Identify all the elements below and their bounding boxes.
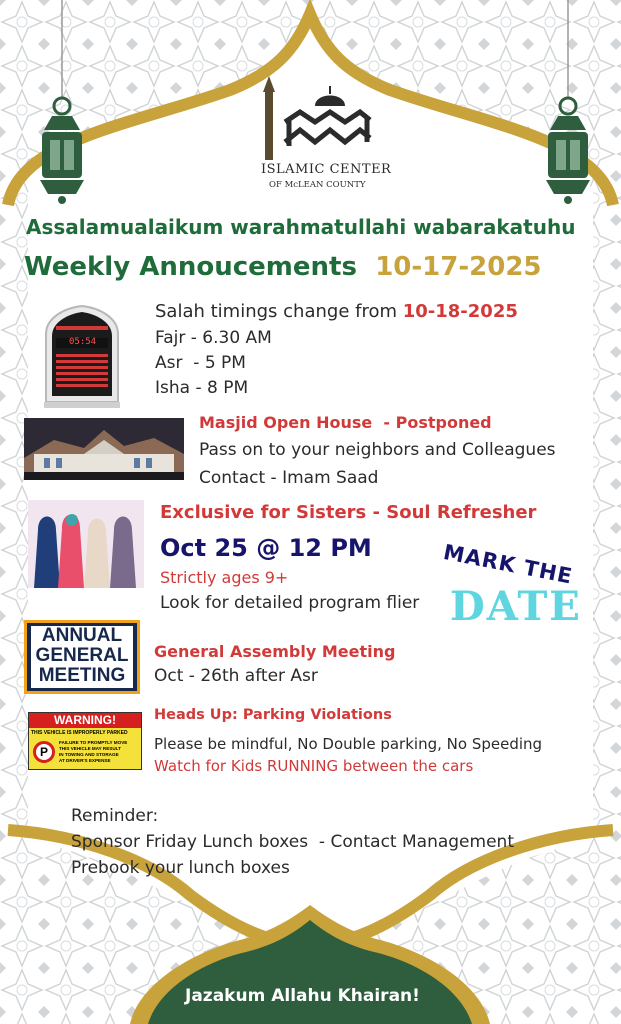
reminder-line1: Sponsor Friday Lunch boxes - Contact Management	[71, 832, 514, 852]
salah-clock-image	[44, 304, 120, 408]
page-title	[24, 252, 542, 282]
agm-badge-line2: GENERAL	[35, 645, 129, 666]
sisters-heading: Exclusive for Sisters - Soul Refresher	[160, 502, 537, 523]
salah-heading	[155, 301, 518, 322]
warning-sign	[28, 712, 142, 770]
logo	[255, 72, 392, 194]
open-house-line2: Contact - Imam Saad	[199, 468, 379, 488]
date-label: DATE	[450, 583, 582, 630]
no-parking-icon: P	[33, 741, 55, 763]
mark-the-label: MARK THE	[441, 540, 575, 589]
open-house-heading: Masjid Open House - Postponed	[199, 413, 492, 432]
sisters-ages: Strictly ages 9+	[160, 568, 289, 587]
agm-badge-line3: MEETING	[38, 665, 126, 686]
greeting: Assalamualaikum warahmatullahi wabarakatuhu	[26, 215, 576, 239]
parking-line1: Please be mindful, No Double parking, No Speeding	[154, 735, 543, 753]
reminder-line2: Prebook your lunch boxes	[71, 858, 290, 878]
reminder-heading: Reminder:	[71, 806, 159, 826]
salah-heading-prefix: Salah timings change from	[155, 301, 397, 322]
title-text: Weekly Annoucements	[24, 252, 357, 282]
agm-detail: Oct - 26th after Asr	[154, 666, 318, 686]
warning-sign-line3: THIS VEHICLE MAY RESULT	[59, 746, 121, 751]
salah-time-fajr: Fajr - 6.30 AM	[155, 328, 272, 348]
warning-sign-line1: THIS VEHICLE IS IMPROPERLY PARKED	[31, 730, 128, 736]
parking-line2: Watch for Kids RUNNING between the cars	[154, 757, 474, 775]
parking-heading: Heads Up: Parking Violations	[154, 707, 392, 723]
sisters-date: Oct 25 @ 12 PM	[160, 534, 372, 562]
agm-badge	[24, 620, 140, 694]
logo-line2: OF McLEAN COUNTY	[269, 180, 366, 190]
agm-heading: General Assembly Meeting	[154, 642, 396, 661]
logo-line1: ISLAMIC CENTER	[261, 162, 392, 177]
warning-sign-line4: IN TOWING AND STORAGE	[59, 752, 119, 757]
sisters-image	[28, 500, 144, 588]
sisters-note: Look for detailed program flier	[160, 593, 420, 613]
agm-badge-line1: ANNUAL	[41, 625, 123, 646]
mosque-logo-icon	[255, 72, 385, 164]
salah-time-asr: Asr - 5 PM	[155, 353, 246, 373]
warning-sign-line2: FAILURE TO PROMPTLY MOVE	[59, 740, 128, 745]
warning-sign-title: WARNING!	[29, 713, 141, 728]
masjid-image	[24, 418, 184, 480]
clock-display: 05:54	[69, 337, 97, 347]
open-house-line1: Pass on to your neighbors and Colleagues	[199, 440, 556, 460]
footer-text: Jazakum Allahu Khairan!	[185, 986, 420, 1006]
title-date: 10-17-2025	[375, 252, 542, 282]
salah-heading-date: 10-18-2025	[402, 301, 518, 322]
warning-sign-line5: AT DRIVER'S EXPENSE	[59, 758, 111, 763]
salah-time-isha: Isha - 8 PM	[155, 378, 249, 398]
